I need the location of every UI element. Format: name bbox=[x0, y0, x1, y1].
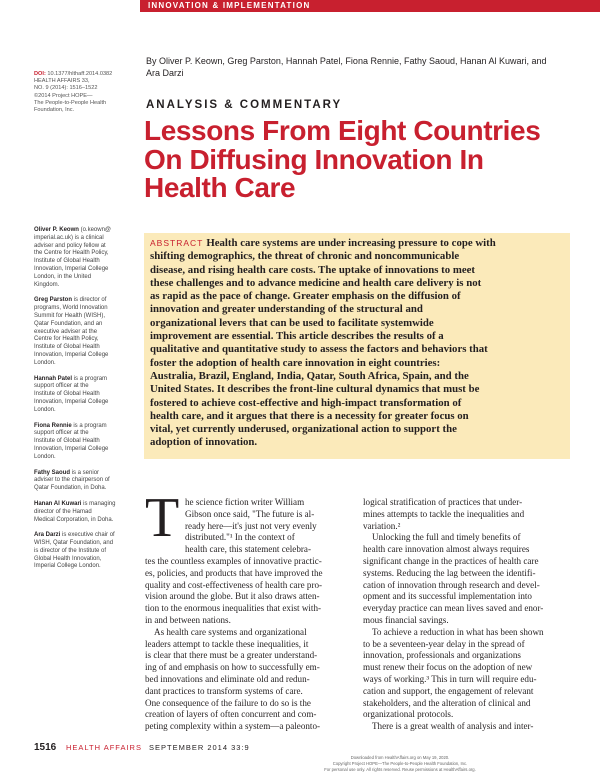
download-note-line: Downloaded from HealthAffairs.org on May 19, 2020. bbox=[350, 755, 450, 760]
author-bio bbox=[34, 470, 134, 493]
abstract-text bbox=[150, 237, 568, 450]
download-note bbox=[300, 755, 500, 773]
author-bio bbox=[34, 423, 134, 462]
page-number: 1516 bbox=[34, 742, 57, 753]
body-line: As health care systems and organizational bbox=[154, 626, 307, 637]
body-line: health care innovation almost always requires bbox=[363, 544, 530, 555]
body-line: to be a seventeen-year delay in the spread of bbox=[363, 638, 525, 649]
author-bio-name: Fiona Rennie bbox=[34, 422, 72, 429]
body-line: Unlocking the full and timely benefits of bbox=[372, 532, 521, 543]
body-line: es, policies, and products that have improved the bbox=[145, 567, 323, 578]
body-line: dant practices to transform systems of care. bbox=[145, 685, 303, 696]
body-line: is clear that there must be a greater understand- bbox=[145, 650, 318, 661]
author-bio-line: support officer at the bbox=[34, 383, 89, 390]
author-bio-name: Hanan Al Kuwari bbox=[34, 500, 82, 507]
author-bio-line: Global Health Innovation, bbox=[34, 555, 102, 562]
download-note-line: Copyright Project HOPE—The People-to-People Health Foundation, Inc. bbox=[332, 761, 468, 766]
author-bio-name: Fathy Saoud bbox=[34, 469, 71, 476]
author-bio-line: Institute of Global Health bbox=[34, 344, 100, 351]
article-title: Lessons From Eight Countries On Diffusing Innovation In Health Care bbox=[144, 115, 541, 203]
abstract-line: qualitative and quantitative study to assess the factors and behaviors that bbox=[150, 343, 488, 356]
body-line: Gibson once said, "The future is al- bbox=[185, 508, 315, 519]
author-bio-line: Hanan Al Kuwari is managing bbox=[34, 500, 116, 507]
doi-label: DOI: bbox=[34, 71, 46, 77]
author-bio-line: Centre for Health Policy, bbox=[34, 336, 99, 343]
author-bio bbox=[34, 532, 134, 571]
author-bio-line: the Centre for Health Policy, bbox=[34, 250, 109, 257]
journal-line: HEALTH AFFAIRS 33, bbox=[34, 78, 90, 85]
author-bio bbox=[34, 227, 134, 289]
abstract-line: Australia, Brazil, England, India, Qatar, South Africa, Spain, and the bbox=[150, 369, 469, 382]
section-banner bbox=[140, 0, 600, 12]
body-line: systems. Reducing the lag between the identifi- bbox=[363, 567, 536, 578]
body-column-2 bbox=[363, 497, 573, 733]
author-bio-line: director of the Hamad bbox=[34, 508, 92, 515]
author-bio-line: Innovation, Imperial College bbox=[34, 398, 109, 405]
body-line: vision around the globe. But it also draws atten- bbox=[145, 591, 320, 602]
author-bio-line: Innovation, Imperial College bbox=[34, 351, 109, 358]
author-bio-line: support officer at the bbox=[34, 430, 89, 437]
author-bio-line: Medical Corporation, in Doha. bbox=[34, 516, 114, 523]
section-banner-label: INNOVATION & IMPLEMENTATION bbox=[148, 1, 311, 10]
body-line: organizational protocols. bbox=[363, 709, 454, 720]
author-bio-name: Ara Darzi bbox=[34, 532, 61, 539]
body-line: cation of innovation through research and devel- bbox=[363, 579, 540, 590]
author-byline bbox=[146, 55, 556, 79]
author-bio-line: Institute of Global Health bbox=[34, 438, 100, 445]
abstract-line: disease, and rising health care costs. The uptake of innovations to meet bbox=[150, 263, 476, 276]
author-bio-line: Innovation, Imperial College bbox=[34, 265, 109, 272]
article-kicker: ANALYSIS & COMMENTARY bbox=[146, 99, 343, 111]
abstract-line: improvement are essential. This article describes the results of a bbox=[150, 330, 444, 343]
body-line: he science fiction writer William bbox=[185, 497, 305, 507]
body-line: To achieve a reduction in what has been shown bbox=[372, 626, 544, 637]
author-bio bbox=[34, 501, 134, 524]
body-line: tion to the enormous inequalities that exist with- bbox=[145, 603, 322, 614]
author-bio-line: Hannah Patel is a program bbox=[34, 375, 108, 382]
abstract-line: foster the adoption of health care innovation in eight countries: bbox=[150, 356, 441, 369]
author-bio-line: Fathy Saoud is a senior bbox=[34, 469, 100, 476]
body-line: creation of layers of often concurrent and com- bbox=[145, 709, 317, 720]
abstract-line: fostered to achieve cost-effective and high-impact transformation of bbox=[150, 396, 462, 409]
footer-journal: HEALTH AFFAIRS bbox=[66, 743, 142, 752]
author-bio-line: London. bbox=[34, 453, 56, 460]
abstract-line: shifting demographics, the threat of chronic and noncommunicable bbox=[150, 250, 460, 263]
abstract-line: ABSTRACT Health care systems are under increasing pressure to cope with bbox=[150, 237, 496, 249]
author-bio-line: Qatar Foundation, in Doha. bbox=[34, 485, 107, 492]
abstract-line: adoption of innovation. bbox=[150, 436, 258, 449]
author-bio bbox=[34, 297, 134, 367]
author-bio-line: adviser to the chairperson of bbox=[34, 477, 110, 484]
publisher-line-1: The People-to-People Health bbox=[34, 99, 107, 106]
author-bio-line: London, in the United bbox=[34, 273, 92, 280]
body-line: ready here—it's just not very evenly bbox=[185, 520, 317, 531]
author-bio-line: Greg Parston is director of bbox=[34, 297, 107, 304]
author-bio-line: is director of the Institute of bbox=[34, 547, 107, 554]
author-bio-line: Kingdom. bbox=[34, 281, 60, 288]
body-line: logical stratification of practices that under- bbox=[363, 497, 523, 507]
author-bio-line: programs, World Innovation bbox=[34, 305, 108, 312]
abstract-line: innovation and greater understanding of the structural and bbox=[150, 303, 423, 316]
author-bio-line: Imperial College London. bbox=[34, 563, 101, 570]
body-line: peting complexity within a system—a paleonto- bbox=[145, 721, 321, 732]
publisher-line-2: Foundation, Inc. bbox=[34, 107, 75, 114]
body-line: quality and cost-effectiveness of health care pro- bbox=[145, 579, 323, 590]
body-line: mines attempts to tackle the inequalities and bbox=[363, 508, 525, 519]
author-bio bbox=[34, 376, 134, 415]
author-bio-line: Innovation, Imperial College bbox=[34, 445, 109, 452]
author-bio-line: WISH, Qatar Foundation, and bbox=[34, 540, 114, 547]
body-column-1 bbox=[145, 497, 355, 733]
body-line: ways of working.³ This in turn will require edu- bbox=[363, 673, 537, 684]
body-line: mous financial savings. bbox=[363, 614, 449, 625]
body-line: innovation, professionals and organizations bbox=[363, 650, 521, 661]
body-line: leaders attempt to tackle these inequalities, it bbox=[145, 638, 309, 649]
body-line: significant change in the practices of health care bbox=[363, 555, 539, 566]
author-bio-line: Qatar Foundation, and an bbox=[34, 320, 103, 327]
copyright-line: ©2014 Project HOPE— bbox=[34, 92, 93, 99]
abstract-line: vital, yet currently underused, organizational action to support the bbox=[150, 423, 457, 436]
body-line: opment and its successful implementation into bbox=[363, 591, 532, 602]
author-bio-line: Fiona Rennie is a program bbox=[34, 422, 107, 429]
author-bio-line: London. bbox=[34, 359, 56, 366]
author-bio-line: Summit for Health (WISH), bbox=[34, 312, 106, 319]
body-line: health care, this statement celebra- bbox=[185, 544, 311, 555]
author-bio-name: Greg Parston bbox=[34, 297, 73, 304]
abstract-line: these challenges and to advance medicine and health care delivery is not bbox=[150, 276, 482, 289]
abstract-box bbox=[144, 233, 570, 459]
body-line: must renew their focus on the adoption of new bbox=[363, 662, 533, 673]
abstract-label: ABSTRACT bbox=[150, 238, 204, 248]
body-line: stakeholders, and the alteration of clinical and bbox=[363, 697, 531, 708]
doi-link[interactable]: 10.1377/hlthaff.2014.0382 bbox=[47, 71, 113, 77]
author-bio-line: Institute of Global Health bbox=[34, 258, 100, 265]
page-footer bbox=[34, 742, 574, 756]
author-bios bbox=[34, 227, 134, 579]
author-byline-line-1: By Oliver P. Keown, Greg Parston, Hannah Patel, Fiona Rennie, Fathy Saoud, Hanan Al Kuwari, and bbox=[146, 56, 547, 66]
author-bio-line: Institute of Global Health bbox=[34, 391, 100, 398]
download-note-line: For personal use only. All rights reserved. Reuse permissions at HealthAffairs.org. bbox=[324, 767, 476, 772]
abstract-line: organizational levers that can be used to facilitate systemwide bbox=[150, 316, 434, 329]
section-banner-bar bbox=[0, 0, 600, 28]
article-meta bbox=[34, 71, 126, 114]
abstract-line: as rapid as the pace of change. Greater emphasis on the diffusion of bbox=[150, 290, 461, 303]
author-bio-line: London. bbox=[34, 406, 56, 413]
body-line: in and between nations. bbox=[145, 614, 231, 625]
footer-issue: SEPTEMBER 2014 33:9 bbox=[149, 743, 250, 752]
body-line: One consequence of the failure to do so is the bbox=[145, 697, 311, 708]
body-line: ing of and emphasis on how to successfully em- bbox=[145, 662, 320, 673]
author-bio-line: Oliver P. Keown (o.keown@ bbox=[34, 227, 112, 233]
author-bio-name: Hannah Patel bbox=[34, 375, 73, 382]
body-line: tes the countless examples of innovative practic- bbox=[145, 555, 322, 566]
author-byline-line-2: Ara Darzi bbox=[146, 68, 184, 78]
author-bio-line: adviser and policy fellow at bbox=[34, 242, 106, 249]
author-bio-line: Ara Darzi is executive chair of bbox=[34, 532, 115, 539]
issue-line: NO. 9 (2014): 1516–1522 bbox=[34, 85, 98, 92]
body-line: cation and support, the engagement of relevant bbox=[363, 685, 534, 696]
author-bio-name: Oliver P. Keown bbox=[34, 227, 79, 233]
body-line: variation.² bbox=[363, 520, 401, 531]
abstract-line: health care, and it argues that there is a necessity for greater focus on bbox=[150, 409, 469, 422]
author-bio-line: executive adviser at the bbox=[34, 328, 98, 335]
drop-cap: T bbox=[145, 487, 180, 549]
body-line: everyday practice can mean lives saved and enor- bbox=[363, 603, 544, 614]
author-bio-line: imperial.ac.uk) is a clinical bbox=[34, 234, 104, 241]
abstract-line: United States. It describes the front-line cultural dynamics that must be bbox=[150, 383, 480, 396]
body-line: distributed."¹ In the context of bbox=[185, 532, 295, 543]
body-line: There is a great wealth of analysis and inter- bbox=[372, 721, 534, 732]
body-line: bed innovations and eliminate old and redun- bbox=[145, 673, 310, 684]
